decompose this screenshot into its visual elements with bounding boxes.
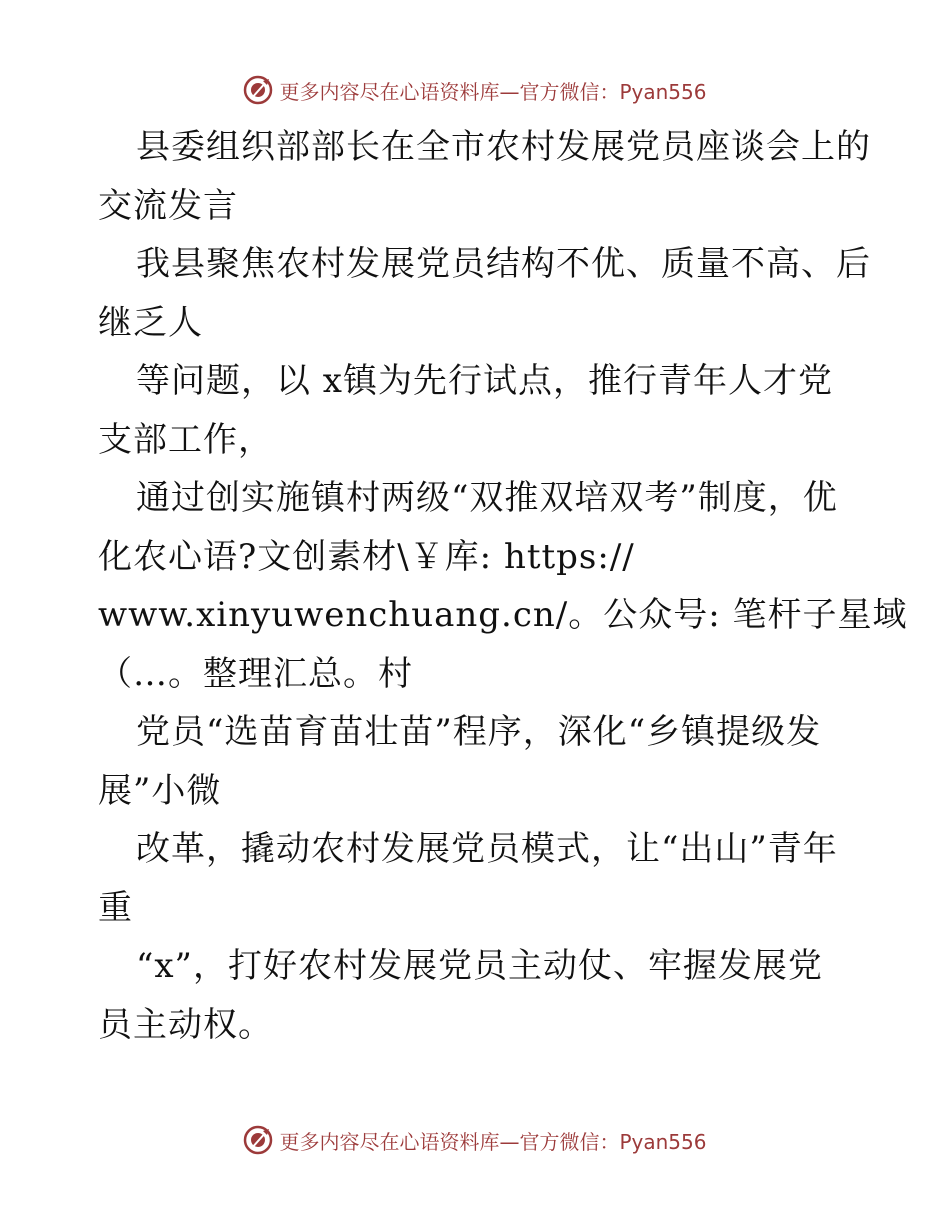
quill-seal-icon xyxy=(243,75,273,105)
paragraph-line: （…。整理汇总。村 xyxy=(98,653,413,694)
paragraph-line: “x”，打好农村发展党员主动仗、牢握发展党 xyxy=(136,946,823,986)
url-line: www.xinyuwenchuang.cn/。公众号: 笔杆子星域 xyxy=(98,595,908,635)
paragraph-line: 等问题，以 x镇为先行试点，推行青年人才党 xyxy=(136,361,833,401)
header-watermark xyxy=(0,70,950,110)
header-watermark-text: 更多内容尽在心语资料库—官方微信：Pyan556 xyxy=(279,79,707,104)
document-body xyxy=(98,118,908,1054)
paragraph-line: 通过创实施镇村两级“双推双培双考”制度，优 xyxy=(136,478,838,518)
paragraph-line: 党员“选苗育苗壮苗”程序，深化“乡镇提级发 xyxy=(136,712,822,752)
paragraph-line: 我县聚焦农村发展党员结构不优、质量不高、后 xyxy=(136,244,871,284)
paragraph-line: 重 xyxy=(98,887,133,928)
footer-watermark-text: 更多内容尽在心语资料库—官方微信：Pyan556 xyxy=(279,1129,707,1154)
paragraph-line: 员主动权。 xyxy=(98,1004,273,1045)
paragraph-line: 继乏人 xyxy=(98,302,203,343)
footer-watermark xyxy=(0,1120,950,1160)
paragraph-line: 支部工作， xyxy=(98,419,273,460)
paragraph-line: 改革，撬动农村发展党员模式，让“出山”青年 xyxy=(136,829,838,869)
title-line-1: 县委组织部部长在全市农村发展党员座谈会上的 xyxy=(136,127,871,167)
paragraph-line: 展”小微 xyxy=(98,770,222,811)
title-line-2: 交流发言 xyxy=(98,185,238,226)
paragraph-line: 化农心语?文创素材\￥库: https:// xyxy=(98,536,635,577)
quill-seal-icon xyxy=(243,1125,273,1155)
